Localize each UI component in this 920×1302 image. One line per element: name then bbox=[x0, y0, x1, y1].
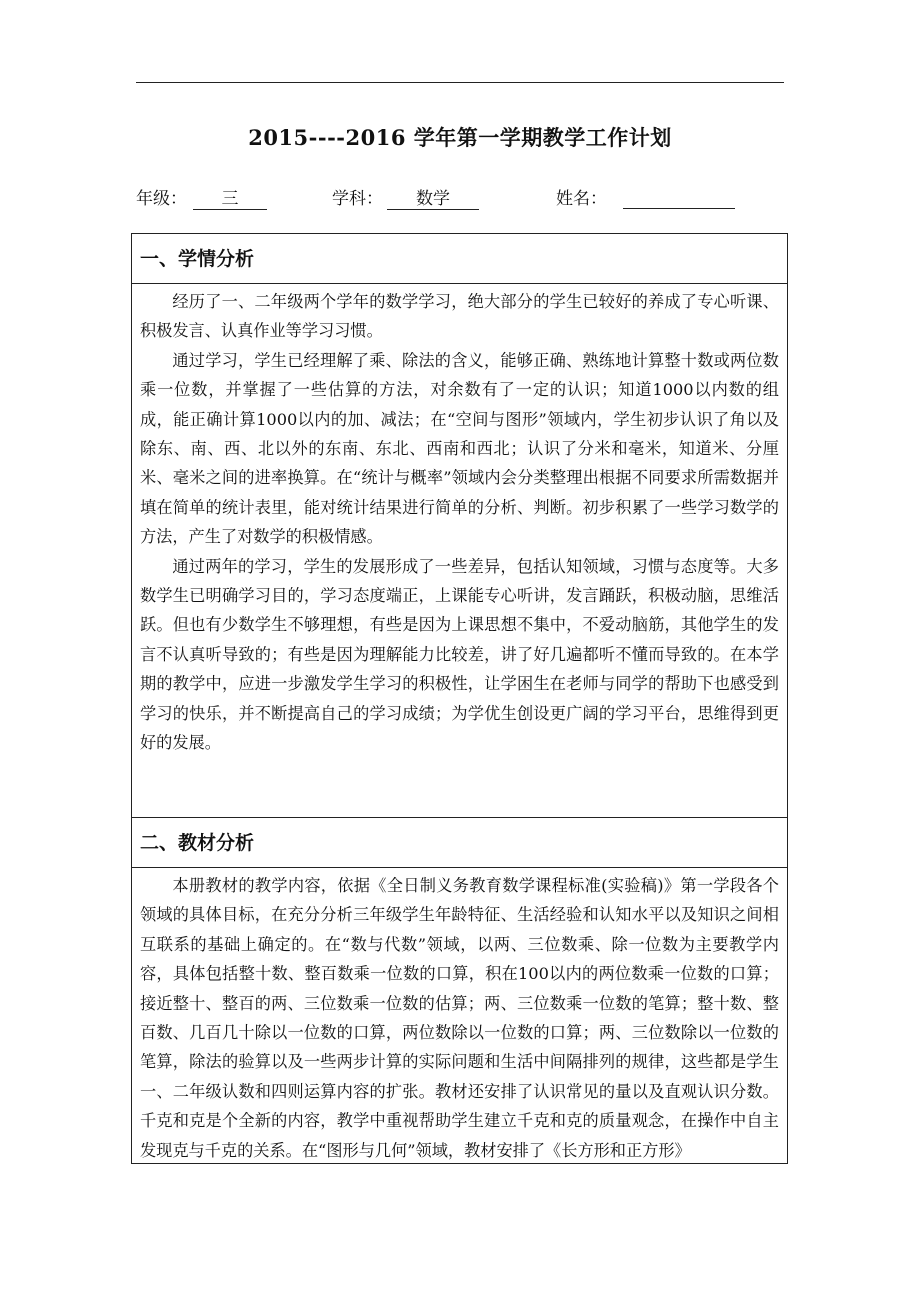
paragraph: 本册教材的教学内容，依据《全日制义务教育数学课程标准(实验稿)》第一学段各个领域的具体目标，在充分分析三年级学生年龄特征、生活经验和认知水平以及知识之间相互联系的基础上确定的。在“数与代数”领域，以两、三位数乘、除一位数为主要教学内容，具体包括整十数、整百数乘一位数的口算，积在100以内的两位数乘一位数的口算；接近整十、整百的两、三位数乘一位数的估算；两、三位数乘一位数的笔算；整十数、整百数、几百几十除以一位数的口算，两位数除以一位数的口算；两、三位数除以一位数的笔算，除法的验算以及一些两步计算的实际问题和生活中间隔排列的规律，这些都是学生一、二年级认数和四则运算内容的扩张。教材还安排了认识常见的量以及直观认识分数。千克和克是个全新的内容，教学中重视帮助学生建立千克和克的质量观念，在操作中自主发现克与千克的关系。在“图形与几何”领域，教材安排了《长方形和正方形》 bbox=[140, 876, 779, 1160]
info-row bbox=[136, 184, 796, 212]
name-field bbox=[556, 184, 735, 209]
paragraph: 经历了一、二年级两个学年的数学学习，绝大部分的学生已较好的养成了专心听课、积极发言、认真作业等学习习惯。 bbox=[140, 292, 779, 341]
plan-table bbox=[131, 233, 788, 1164]
name-label: 姓名： bbox=[556, 189, 607, 209]
section-body-student-analysis bbox=[132, 284, 787, 818]
grade-field bbox=[136, 184, 267, 210]
section-body-textbook-analysis bbox=[132, 868, 787, 1163]
grade-label: 年级： bbox=[136, 189, 187, 209]
section-heading-student-analysis: 一、学情分析 bbox=[132, 234, 787, 284]
subject-field bbox=[332, 184, 479, 210]
subject-label: 学科： bbox=[332, 189, 383, 209]
subject-value: 数学 bbox=[387, 189, 479, 210]
grade-value: 三 bbox=[193, 189, 267, 210]
name-value-blank bbox=[623, 188, 735, 209]
header-rule bbox=[136, 82, 784, 83]
section-heading-textbook-analysis: 二、教材分析 bbox=[132, 818, 787, 868]
document-title: 2015----2016 学年第一学期教学工作计划 bbox=[248, 125, 672, 150]
paragraph: 通过学习，学生已经理解了乘、除法的含义，能够正确、熟练地计算整十数或两位数乘一位数，并掌握了一些估算的方法，对余数有了一定的认识；知道1000以内数的组成，能正确计算1000以内的加、减法；在“空间与图形”领域内，学生初步认识了角以及除东、南、西、北以外的东南、东北、西南和西北；认识了分米和毫米，知道米、分厘米、毫米之间的进率换算。在“统计与概率”领域内会分类整理出根据不同要求所需数据并填在简单的统计表里，能对统计结果进行简单的分析、判断。初步积累了一些学习数学的方法，产生了对数学的积极情感。 bbox=[140, 350, 779, 547]
paragraph: 通过两年的学习，学生的发展形成了一些差异，包括认知领域，习惯与态度等。大多数学生已明确学习目的，学习态度端正，上课能专心听讲，发言踊跃，积极动脑，思维活跃。但也有少数学生不够理想，有些是因为上课思想不集中，不爱动脑筋，其他学生的发言不认真听导致的；有些是因为理解能力比较差，讲了好几遍都听不懂而导致的。在本学期的教学中，应进一步激发学生学习的积极性，让学困生在老师与同学的帮助下也感受到学习的快乐，并不断提高自己的学习成绩；为学优生创设更广阔的学习平台，思维得到更好的发展。 bbox=[140, 556, 779, 753]
